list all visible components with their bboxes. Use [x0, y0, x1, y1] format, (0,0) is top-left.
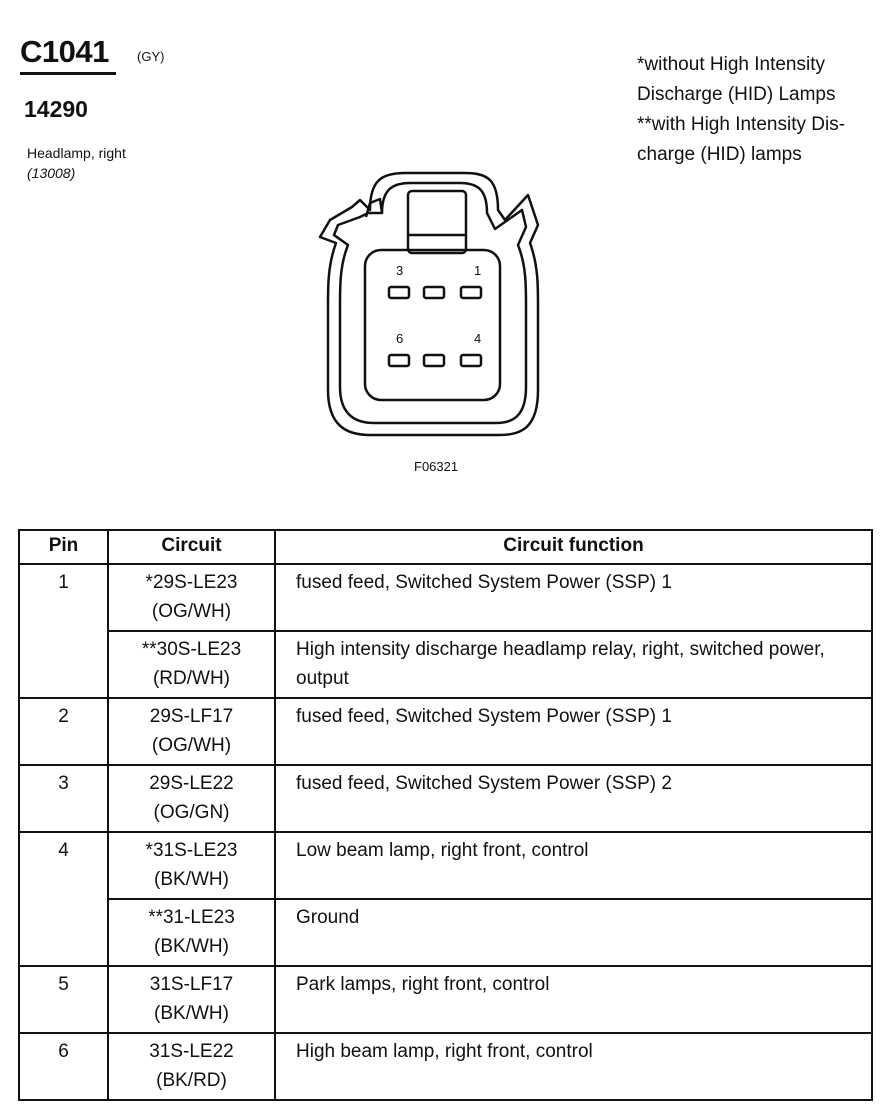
connector-id: C1041	[20, 34, 109, 69]
pin-table	[18, 529, 873, 1101]
pin-cell: 5	[19, 966, 108, 1033]
wire-color: (OG/GN)	[153, 802, 230, 823]
function-cell: fused feed, Switched System Power (SSP) 2	[275, 765, 872, 832]
circuit-cell	[108, 631, 275, 698]
table-row	[19, 564, 872, 631]
circuit-cell	[108, 832, 275, 899]
circuit-code: **31-LE23	[148, 907, 235, 928]
circuit-code: *29S-LE23	[145, 572, 238, 593]
circuit-code: *31S-LE23	[145, 840, 238, 861]
terminal-cavity	[461, 287, 481, 298]
base-part-number: (13008)	[27, 165, 76, 181]
function-cell: High beam lamp, right front, control	[275, 1033, 872, 1100]
column-header-pin: Pin	[19, 530, 108, 564]
connector-inner-shell	[334, 183, 526, 423]
function-cell: Low beam lamp, right front, control	[275, 832, 872, 899]
part-number: 14290	[24, 96, 88, 122]
wire-color: (BK/RD)	[156, 1070, 227, 1091]
pin-cell: 3	[19, 765, 108, 832]
table-row	[19, 765, 872, 832]
wire-color: (BK/WH)	[154, 936, 229, 957]
circuit-code: 31S-LF17	[149, 974, 234, 995]
table-row	[19, 631, 872, 698]
column-header-circuit: Circuit	[108, 530, 275, 564]
function-cell: fused feed, Switched System Power (SSP) 1	[275, 698, 872, 765]
function-cell: High intensity discharge headlamp relay, right, switched power, output	[275, 631, 872, 698]
circuit-code: **30S-LE23	[141, 639, 242, 660]
circuit-cell	[108, 1033, 275, 1100]
terminal-cavity	[424, 287, 444, 298]
wire-color: (OG/WH)	[151, 601, 232, 622]
wire-color: (BK/WH)	[154, 1003, 229, 1024]
pin-label: 4	[474, 331, 482, 346]
circuit-code: 29S-LF17	[149, 706, 234, 727]
locking-tab	[408, 191, 466, 253]
column-header-function: Circuit function	[275, 530, 872, 564]
circuit-cell	[108, 899, 275, 966]
pin-label: 3	[396, 263, 404, 278]
terminal-cavity	[389, 287, 409, 298]
pin-label: 1	[474, 263, 482, 278]
wire-color: (BK/WH)	[154, 869, 229, 890]
note-line: *without High Intensity	[637, 54, 825, 75]
component-description: Headlamp, right	[27, 145, 126, 161]
pin-label: 6	[396, 331, 404, 346]
wire-color: (OG/WH)	[151, 735, 232, 756]
circuit-cell	[108, 765, 275, 832]
color-code: (GY)	[137, 49, 165, 64]
table-row	[19, 899, 872, 966]
terminal-cavity	[424, 355, 444, 366]
connector-face-diagram	[310, 165, 560, 445]
circuit-code: 31S-LE22	[149, 1041, 234, 1062]
table-row	[19, 832, 872, 899]
note-line: Discharge (HID) Lamps	[637, 84, 836, 105]
circuit-cell	[108, 698, 275, 765]
circuit-code: 29S-LE22	[149, 773, 234, 794]
terminal-cavity	[389, 355, 409, 366]
table-row	[19, 1033, 872, 1100]
pin-cell: 2	[19, 698, 108, 765]
function-cell: Ground	[275, 899, 872, 966]
pin-cell: 4	[19, 832, 108, 966]
connector-outer-shell	[320, 173, 538, 435]
rib	[366, 199, 382, 217]
function-cell: Park lamps, right front, control	[275, 966, 872, 1033]
circuit-cell	[108, 966, 275, 1033]
note-line: **with High Intensity Dis-	[637, 114, 846, 135]
figure-id: F06321	[414, 459, 459, 474]
pin-cell: 6	[19, 1033, 108, 1100]
connector-id-underline	[20, 72, 116, 75]
table-row	[19, 966, 872, 1033]
function-cell: fused feed, Switched System Power (SSP) 1	[275, 564, 872, 631]
table-row	[19, 698, 872, 765]
circuit-cell	[108, 564, 275, 631]
pin-cell: 1	[19, 564, 108, 698]
footnotes	[637, 50, 845, 170]
terminal-cavity	[461, 355, 481, 366]
wire-color: (RD/WH)	[152, 668, 231, 689]
note-line: charge (HID) lamps	[637, 144, 802, 165]
table-header-row	[19, 530, 872, 564]
